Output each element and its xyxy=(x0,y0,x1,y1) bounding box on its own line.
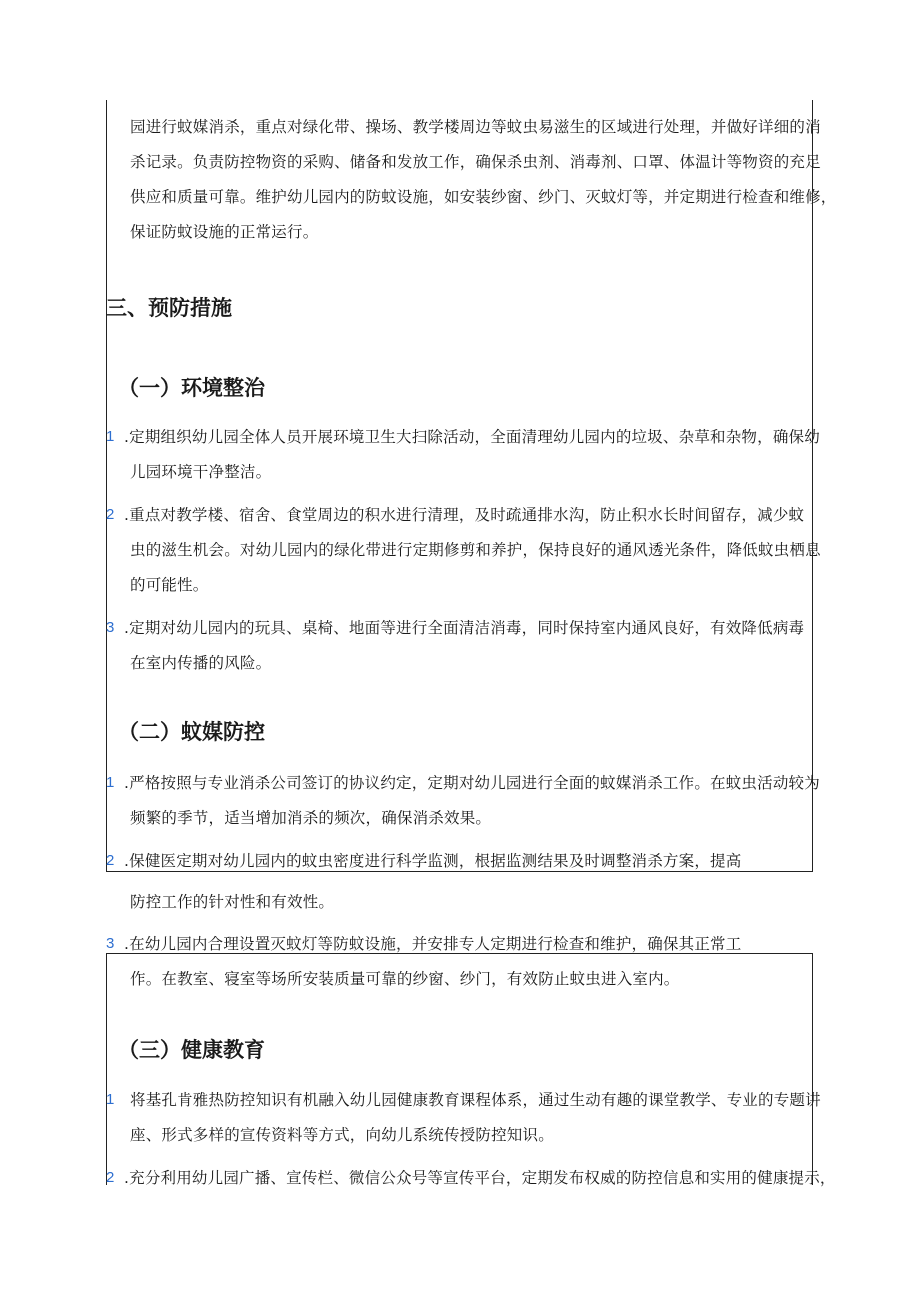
list-item-line: .充分利用幼儿园广播、宣传栏、微信公众号等宣传平台，定期发布权威的防控信息和实用的健康提示， xyxy=(124,1169,836,1187)
list-item-line: 虫的滋生机会。对幼儿园内的绿化带进行定期修剪和养护，保持良好的通风透光条件，降低蚊虫栖息 xyxy=(130,541,821,559)
subsection-title-mosquito-control: （二）蚊媒防控 xyxy=(118,720,265,744)
item-number: 3 xyxy=(106,935,115,952)
table-left-border xyxy=(106,100,107,872)
item-number: 2 xyxy=(106,506,115,523)
intro-line-3: 供应和质量可靠。维护幼儿园内的防蚊设施，如安装纱窗、纱门、灭蚊灯等，并定期进行检查和维修， xyxy=(130,188,837,206)
table-left-border-2 xyxy=(106,953,107,1185)
item-number: 1 xyxy=(106,1091,115,1108)
list-item-line: 频繁的季节，适当增加消杀的频次，确保消杀效果。 xyxy=(130,809,492,827)
intro-line-4: 保证防蚊设施的正常运行。 xyxy=(130,223,319,241)
subsection-title-health-education: （三）健康教育 xyxy=(118,1038,265,1062)
list-item-line: 儿园环境干净整洁。 xyxy=(130,463,272,481)
list-item-line: 的可能性。 xyxy=(130,576,209,594)
intro-line-2: 杀记录。负责防控物资的采购、储备和发放工作，确保杀虫剂、消毒剂、口罩、体温计等物资的充足 xyxy=(130,153,821,171)
list-item-line: .定期组织幼儿园全体人员开展环境卫生大扫除活动，全面清理幼儿园内的垃圾、杂草和杂物，确保幼 xyxy=(124,428,820,446)
list-item-line: .定期对幼儿园内的玩具、桌椅、地面等进行全面清洁消毒，同时保持室内通风良好，有效降低病毒 xyxy=(124,619,805,637)
list-item-line: .严格按照与专业消杀公司签订的协议约定，定期对幼儿园进行全面的蚊媒消杀工作。在蚊虫活动较为 xyxy=(124,774,820,792)
list-item-line: 作。在教室、寝室等场所安装质量可靠的纱窗、纱门，有效防止蚊虫进入室内。 xyxy=(130,970,680,988)
section-title-prevention: 三、预防措施 xyxy=(106,296,232,320)
item-number: 2 xyxy=(106,852,115,869)
item-number: 3 xyxy=(106,619,115,636)
table-right-border-2 xyxy=(812,953,813,1185)
item-number: 1 xyxy=(106,774,115,791)
list-item-line: .保健医定期对幼儿园内的蚊虫密度进行科学监测，根据监测结果及时调整消杀方案，提高 xyxy=(124,852,742,870)
list-item-line: 在室内传播的风险。 xyxy=(130,654,272,672)
table-right-border xyxy=(812,100,813,872)
list-item-line: 将基孔肯雅热防控知识有机融入幼儿园健康教育课程体系，通过生动有趣的课堂教学、专业的专题讲 xyxy=(130,1091,821,1109)
list-item-line: 座、形式多样的宣传资料等方式，向幼儿系统传授防控知识。 xyxy=(130,1126,554,1144)
item-number: 1 xyxy=(106,428,115,445)
intro-line-1: 园进行蚊媒消杀，重点对绿化带、操场、教学楼周边等蚊虫易滋生的区域进行处理，并做好详细的消 xyxy=(130,118,821,136)
item-number: 2 xyxy=(106,1169,115,1186)
list-item-line: 防控工作的针对性和有效性。 xyxy=(130,893,335,911)
list-item-line: .在幼儿园内合理设置灭蚊灯等防蚊设施，并安排专人定期进行检查和维护，确保其正常工 xyxy=(124,935,742,953)
subsection-title-environment: （一）环境整治 xyxy=(118,376,265,400)
list-item-line: .重点对教学楼、宿舍、食堂周边的积水进行清理，及时疏通排水沟，防止积水长时间留存，减少蚊 xyxy=(124,506,805,524)
